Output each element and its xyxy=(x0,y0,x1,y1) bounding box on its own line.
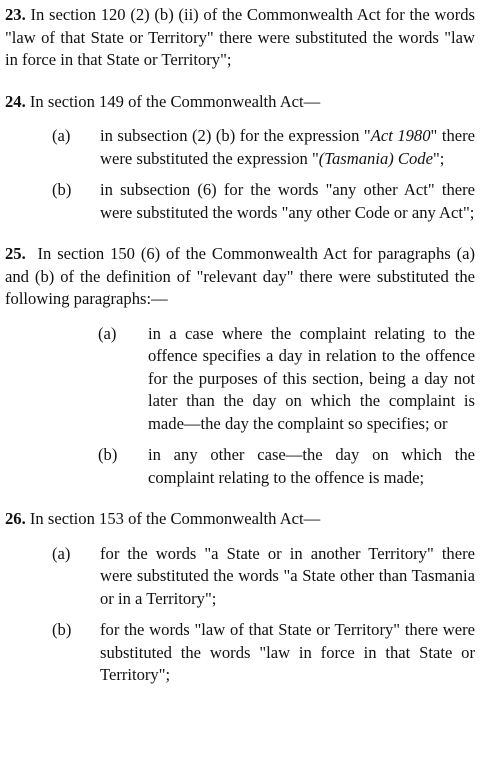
item-text-emphasis: (Tasmania) Code xyxy=(318,148,433,168)
paragraph-item xyxy=(5,543,475,611)
section-text: In section 120 (2) (b) (ii) of the Commonwealth Act for the words "law of that State or Territory" there were substituted the words "law in force in that State or Territory"; xyxy=(5,5,475,69)
item-text: in any other case—the day on which the complaint relating to the offence is made; xyxy=(148,445,475,487)
item-label: (a) xyxy=(52,126,71,145)
section-26 xyxy=(5,508,475,531)
item-text-part: " there were substituted the expression " xyxy=(100,126,475,168)
paragraph-item xyxy=(5,125,475,170)
paragraph-item xyxy=(5,444,475,489)
item-label: (a) xyxy=(98,323,117,343)
item-label: (b) xyxy=(52,180,72,199)
paragraph-item xyxy=(5,179,475,224)
section-number: 25. xyxy=(5,244,26,263)
section-number: 24. xyxy=(5,91,26,111)
section-text: In section 150 (6) of the Commonwealth Act for paragraphs (a) and (b) of the definition of "relevant day" there were substituted the following paragraphs:— xyxy=(5,244,476,308)
item-text-part: in subsection (2) (b) for the expression " xyxy=(100,126,371,145)
section-25 xyxy=(5,243,475,311)
item-text: for the words "law of that State or Territory" there were substituted the words "law in force in that State or Territory"; xyxy=(100,620,475,684)
item-text-part: "; xyxy=(432,148,445,168)
paragraph-item xyxy=(5,323,475,436)
item-label: (b) xyxy=(52,620,72,639)
section-text: In section 153 of the Commonwealth Act— xyxy=(29,509,321,528)
item-text: in subsection (6) for the words "any other Act" there were substituted the words "any other Code or any Act"; xyxy=(100,180,475,222)
item-text-emphasis: Act 1980 xyxy=(370,126,431,145)
item-label: (a) xyxy=(52,543,71,563)
paragraph-item xyxy=(5,619,475,687)
section-number: 23. xyxy=(5,5,26,24)
item-text: in a case where the complaint relating to the offence specifies a day in relation to the offence for the purposes of this section, being a day not later than the day on which the complaint is made—the day the complaint so specifies; or xyxy=(148,323,475,433)
item-text: for the words "a State or in another Territory" there were substituted the words "a State other than Tasmania or in a Territory"; xyxy=(100,543,475,608)
item-label: (b) xyxy=(98,445,118,464)
document-page xyxy=(5,4,475,687)
section-24 xyxy=(5,91,475,114)
section-23 xyxy=(5,4,475,72)
section-text: In section 149 of the Commonwealth Act— xyxy=(29,91,321,111)
item-text xyxy=(100,125,475,170)
section-number: 26. xyxy=(5,509,26,528)
